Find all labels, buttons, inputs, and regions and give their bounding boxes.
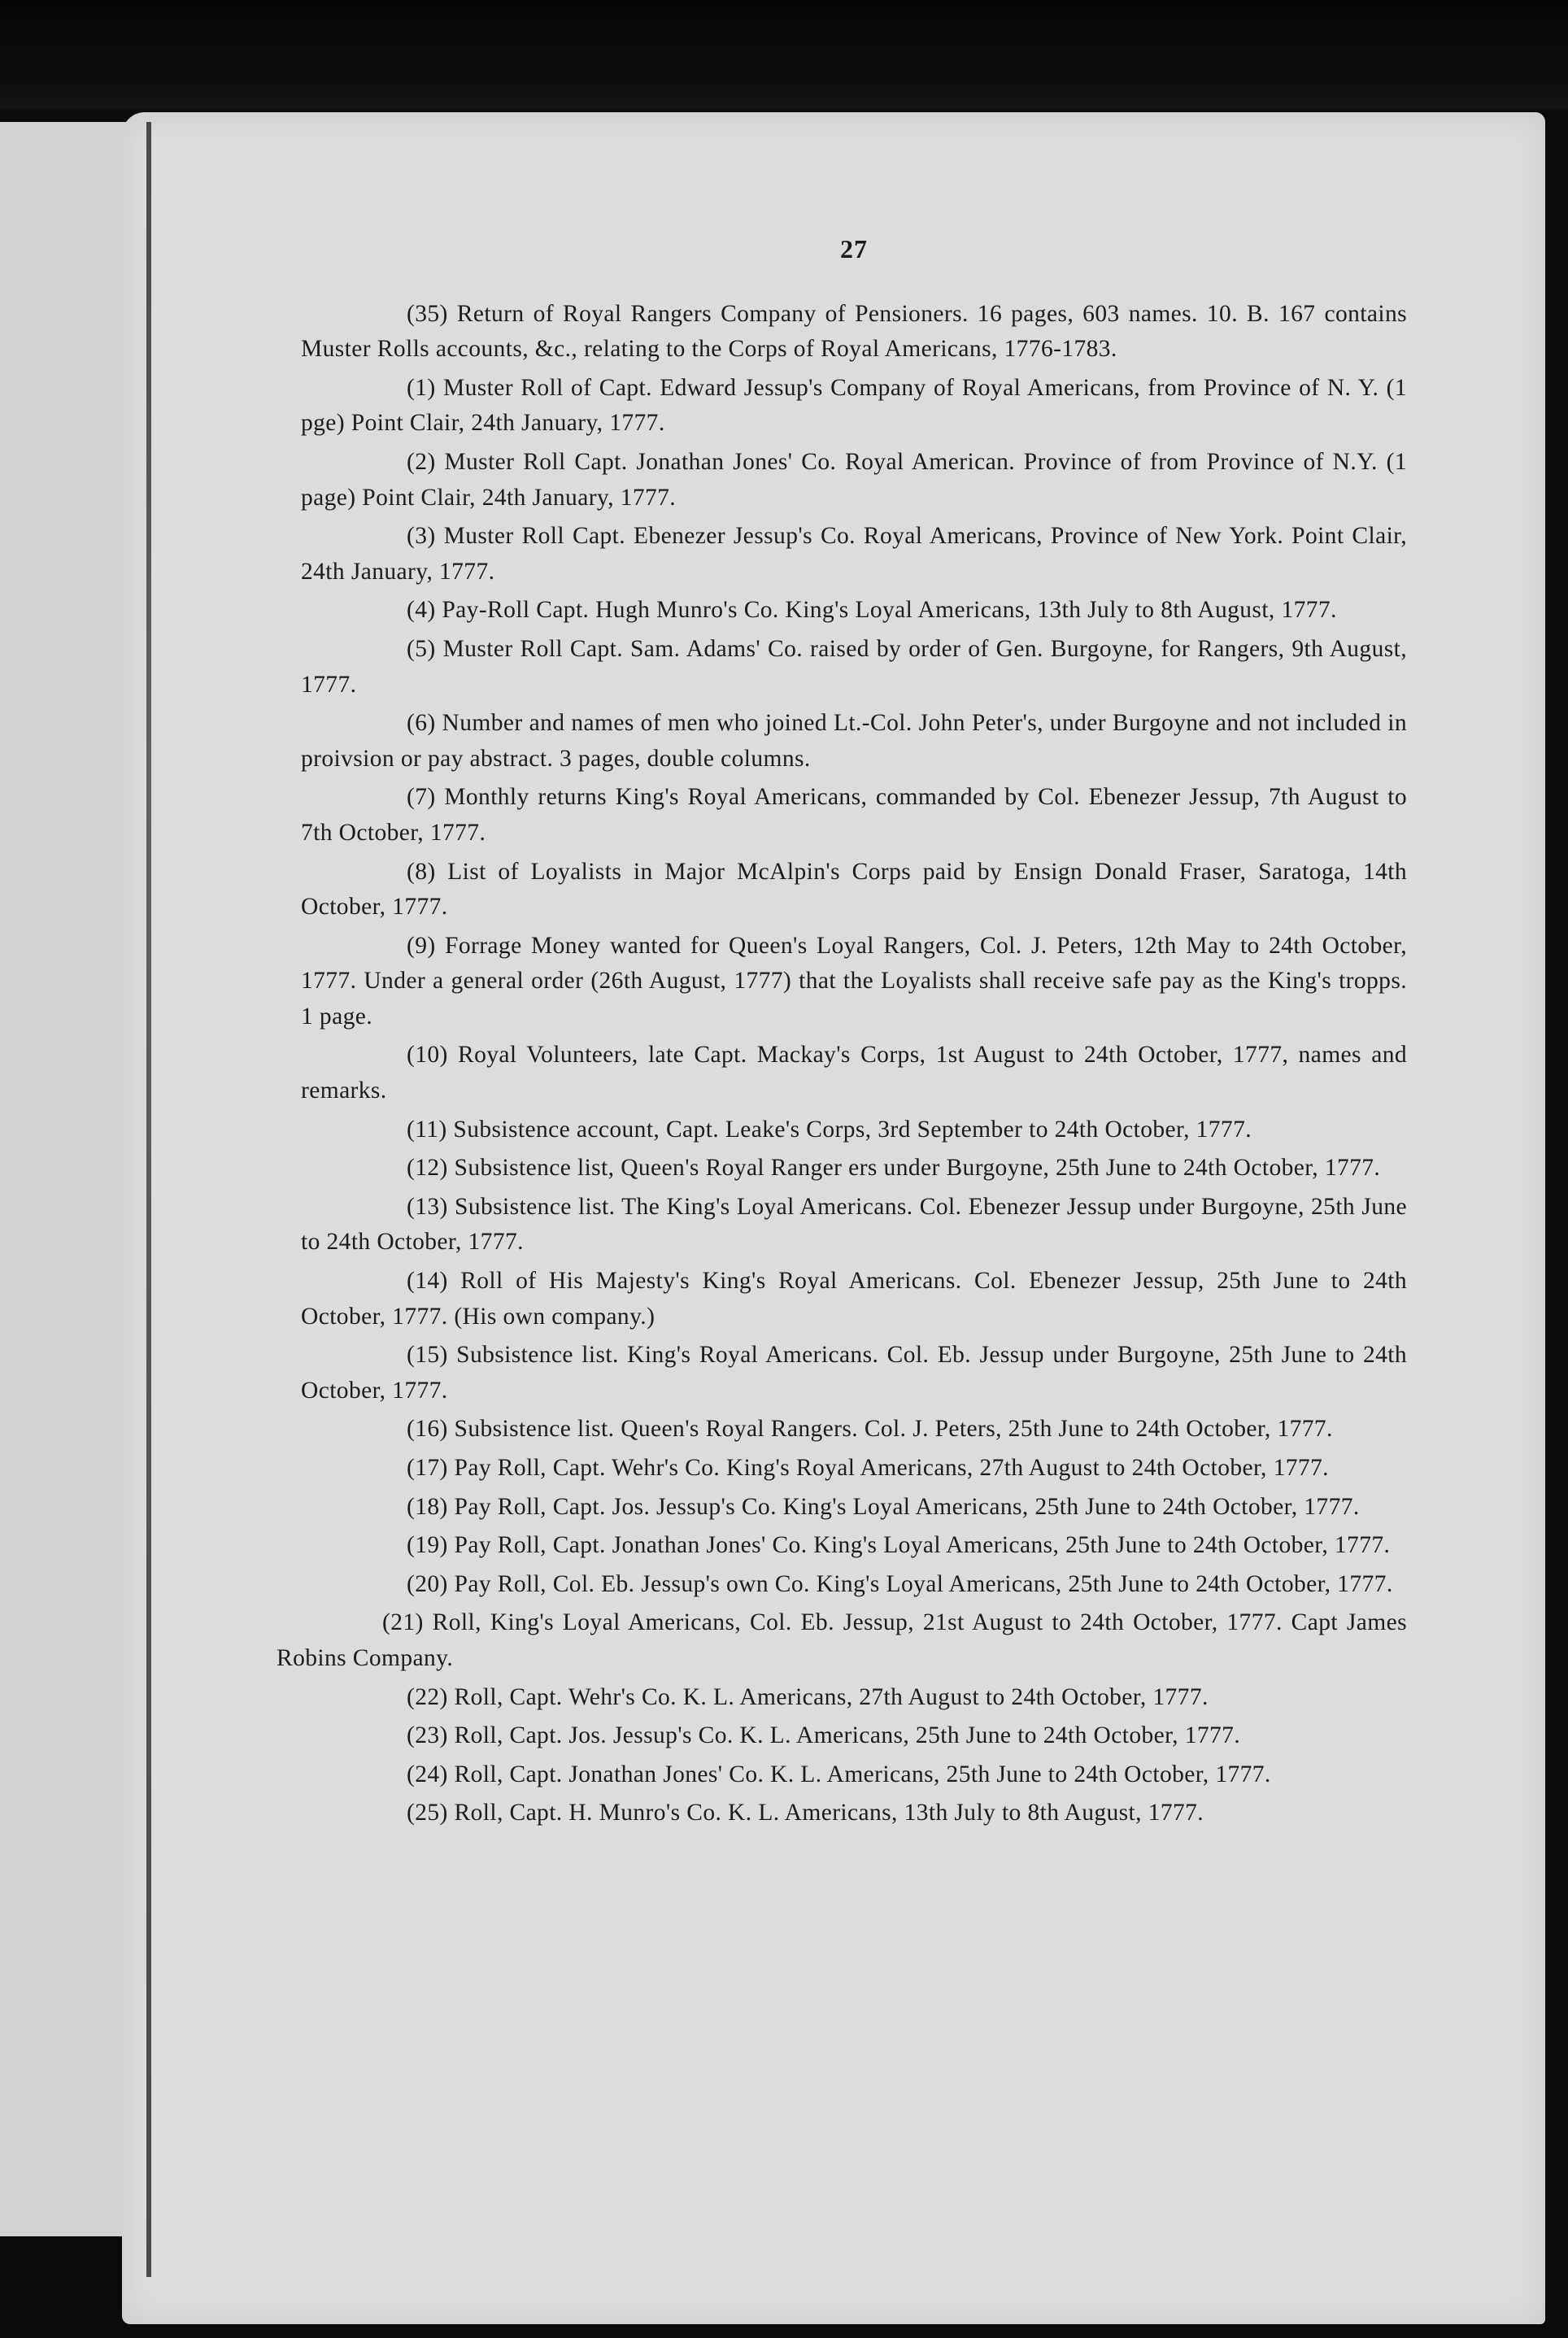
entry-11: (11) Subsistence account, Capt. Leake's Corps, 3rd September to 24th October, 1777. [407, 1116, 1252, 1143]
entry-20: (20) Pay Roll, Col. Eb. Jessup's own Co. King's Loyal Americans, 25th June to 24th October, 1777. [407, 1570, 1393, 1597]
entry-2: (2) Muster Roll Capt. Jonathan Jones' Co. Royal American. Province of from Province of N.Y. (1 page) Point Clair, 24th January, 1777. [301, 448, 1407, 511]
entry-3: (3) Muster Roll Capt. Ebenezer Jessup's Co. Royal Americans, Province of New York. Point Clair, 24th January, 1777. [301, 523, 1407, 585]
entry-18: (18) Pay Roll, Capt. Jos. Jessup's Co. King's Loyal Americans, 25th June to 24th October, 1777. [407, 1493, 1360, 1520]
page-content [277, 232, 1407, 1835]
entry-1: (1) Muster Roll of Capt. Edward Jessup's Company of Royal Americans, from Province of N. Y. (1 pge) Point Clair, 24th January, 1777. [301, 374, 1407, 437]
binding-shadow [146, 122, 151, 2277]
entry-23: (23) Roll, Capt. Jos. Jessup's Co. K. L. Americans, 25th June to 24th October, 1777. [407, 1722, 1241, 1749]
entry-5: (5) Muster Roll Capt. Sam. Adams' Co. raised by order of Gen. Burgoyne, for Rangers, 9th August, 1777. [301, 635, 1407, 698]
entry-24: (24) Roll, Capt. Jonathan Jones' Co. K. L. Americans, 25th June to 24th October, 1777. [407, 1761, 1271, 1787]
entry-14: (14) Roll of His Majesty's King's Royal Americans. Col. Ebenezer Jessup, 25th June to 24th October, 1777. (His own company.) [301, 1268, 1407, 1330]
entry-13: (13) Subsistence list. The King's Loyal Americans. Col. Ebenezer Jessup under Burgoyne, 25th June to 24th October, 1777. [301, 1193, 1407, 1256]
page-number: 27 [840, 234, 868, 263]
entry-9: (9) Forrage Money wanted for Queen's Loyal Rangers, Col. J. Peters, 12th May to 24th October, 1777. Under a general order (26th August, 1777) that the Loyalists shall receive safe pay as the King's tropps. 1 page. [301, 932, 1407, 1030]
scan-top-band [0, 0, 1568, 110]
entry-21: (21) Roll, King's Loyal Americans, Col. Eb. Jessup, 21st August to 24th October, 1777. Capt James Robins Company. [277, 1609, 1407, 1671]
previous-page-edge [0, 122, 130, 2236]
entry-16: (16) Subsistence list. Queen's Royal Rangers. Col. J. Peters, 25th June to 24th October, 1777. [407, 1416, 1333, 1443]
entry-35: (35) Return of Royal Rangers Company of Pensioners. 16 pages, 603 names. 10. B. 167 contains Muster Rolls accounts, &c., relating to the Corps of Royal Americans, 1776-1783. [301, 300, 1407, 363]
entry-17: (17) Pay Roll, Capt. Wehr's Co. King's Royal Americans, 27th August to 24th October, 1777. [407, 1455, 1329, 1481]
entry-7: (7) Monthly returns King's Royal Americans, commanded by Col. Ebenezer Jessup, 7th August to 7th October, 1777. [301, 784, 1407, 846]
entry-19: (19) Pay Roll, Capt. Jonathan Jones' Co. King's Loyal Americans, 25th June to 24th October, 1777. [407, 1532, 1391, 1559]
entry-6: (6) Number and names of men who joined Lt.-Col. John Peter's, under Burgoyne and not included in proivsion or pay abstract. 3 pages, double columns. [301, 710, 1407, 772]
entry-22: (22) Roll, Capt. Wehr's Co. K. L. Americans, 27th August to 24th October, 1777. [407, 1683, 1209, 1710]
entry-8: (8) List of Loyalists in Major McAlpin's Corps paid by Ensign Donald Fraser, Saratoga, 14th October, 1777. [301, 858, 1407, 921]
entry-12: (12) Subsistence list, Queen's Royal Ranger ers under Burgoyne, 25th June to 24th October, 1777. [407, 1155, 1381, 1182]
entry-25: (25) Roll, Capt. H. Munro's Co. K. L. Americans, 13th July to 8th August, 1777. [407, 1800, 1204, 1826]
entry-10: (10) Royal Volunteers, late Capt. Mackay's Corps, 1st August to 24th October, 1777, names and remarks. [301, 1042, 1407, 1104]
entry-15: (15) Subsistence list. King's Royal Americans. Col. Eb. Jessup under Burgoyne, 25th June to 24th October, 1777. [301, 1342, 1407, 1404]
entry-4: (4) Pay-Roll Capt. Hugh Munro's Co. King's Loyal Americans, 13th July to 8th August, 1777. [407, 597, 1337, 624]
